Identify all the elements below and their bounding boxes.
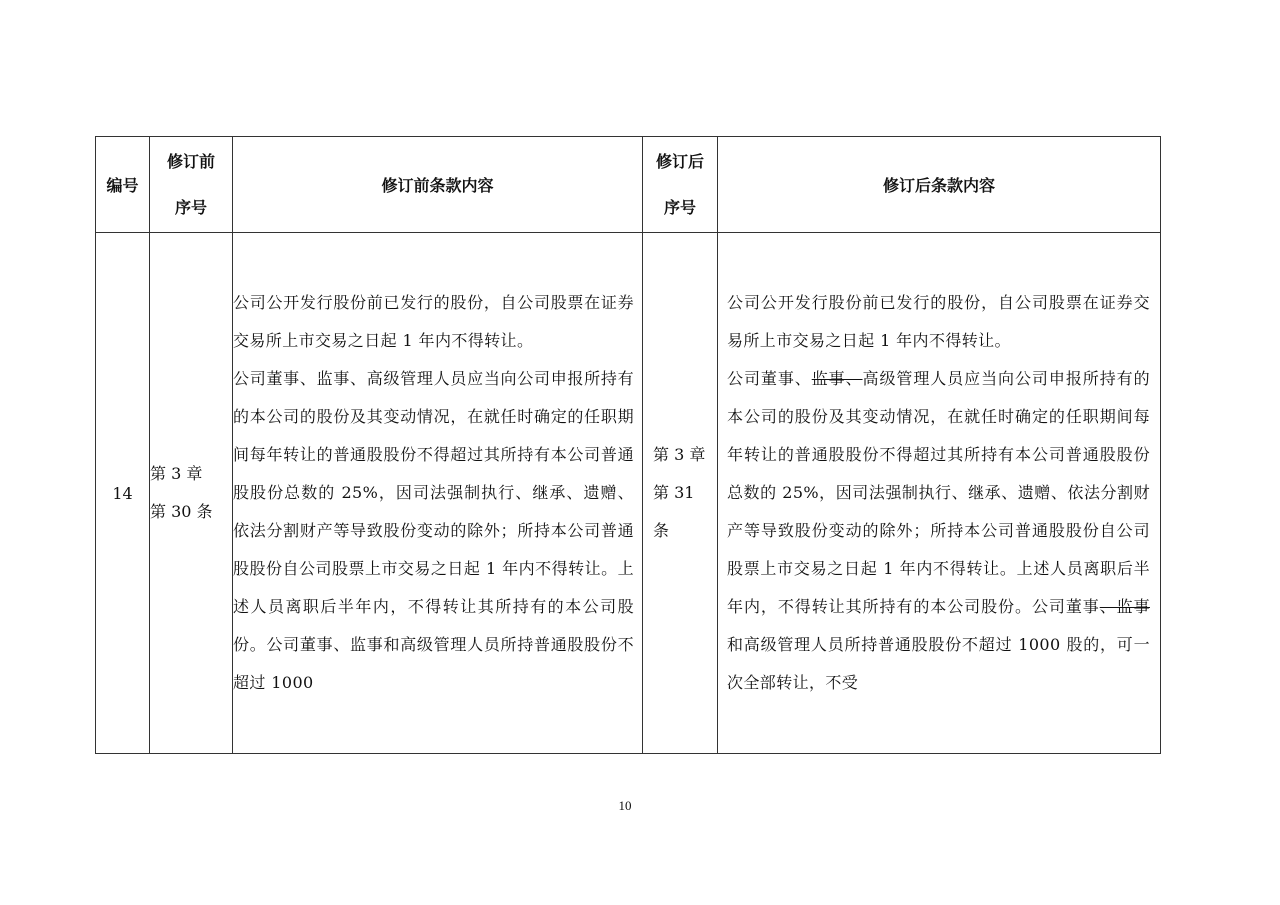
table-row: [96, 233, 1161, 754]
new-article-suffix: 条: [653, 521, 670, 540]
header-number: 编号: [96, 137, 150, 233]
page-number: 10: [618, 798, 632, 813]
header-new-sequence-line2: 序号: [663, 197, 696, 217]
new-paragraph-2: [727, 360, 1150, 702]
old-article-chapter: 第 3 章: [150, 464, 203, 483]
header-old-sequence: [150, 137, 233, 233]
old-article-number: 第 30 条: [150, 502, 213, 521]
new-article-number: 第 31: [653, 483, 695, 502]
header-new-sequence: [643, 137, 718, 233]
amendment-table: [95, 136, 1161, 754]
header-old-sequence-line2: 序号: [174, 197, 207, 217]
header-new-content: 修订后条款内容: [718, 137, 1161, 233]
old-article-ref: [150, 233, 233, 754]
new-article-chapter: 第 3 章: [653, 445, 706, 464]
new-text-segment: 和高级管理人员所持普通股股份不超过 1000 股的，可一次全部转让，不受: [727, 635, 1150, 692]
old-article-content: [233, 233, 643, 754]
header-old-sequence-line1: 修订前: [166, 151, 215, 171]
new-paragraph-1: 公司公开发行股份前已发行的股份，自公司股票在证券交易所上市交易之日起 1 年内不得转让。: [727, 293, 1150, 350]
old-paragraph-1: 公司公开发行股份前已发行的股份，自公司股票在证券交易所上市交易之日起 1 年内不得转让。: [233, 293, 634, 350]
deleted-text: 监事、: [811, 369, 863, 388]
new-text-segment: 高级管理人员应当向公司申报所持有的本公司的股份及其变动情况，在就任时确定的任职期间每年转让的普通股股份不得超过其所持有本公司普通股股份总数的 25%，因司法强制执行、继承、遗赠、依法分割财产等导致股份变动的除外；所持本公司普通股股份自公司股票上市交易之日起 1 年内不得转让。上述人员离职后半年内，不得转让其所持有的本公司股份。公司董事: [727, 369, 1150, 616]
new-text-segment: 公司董事、: [727, 369, 812, 388]
deleted-text: 、监事: [1099, 597, 1150, 616]
header-new-sequence-line1: 修订后: [655, 151, 704, 171]
header-old-content: 修订前条款内容: [233, 137, 643, 233]
table-header-row: [96, 137, 1161, 233]
old-paragraph-2: 公司董事、监事、高级管理人员应当向公司申报所持有的本公司的股份及其变动情况，在就任时确定的任职期间每年转让的普通股股份不得超过其所持有本公司普通股股份总数的 25%，因司法强制执行、继承、遗赠、依法分割财产等导致股份变动的除外；所持本公司普通股股份自公司股票上市交易之日起 1 年内不得转让。上述人员离职后半年内，不得转让其所持有的本公司股份。公司董事、监事和高级管理人员所持普通股股份不超过 1000: [233, 369, 634, 692]
new-article-content: [718, 233, 1161, 754]
row-number: 14: [96, 233, 150, 754]
new-article-ref: [643, 233, 718, 754]
